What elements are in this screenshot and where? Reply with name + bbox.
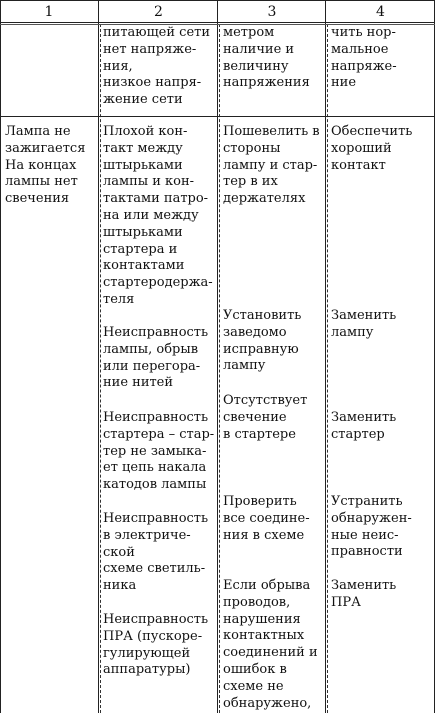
column-divider-1 (98, 0, 99, 713)
column-header-2: 2 (154, 4, 163, 20)
row-divider (0, 116, 435, 117)
remedy-item: Заменить стартер (331, 410, 397, 442)
remedy-item: Заменить лампу (331, 308, 397, 340)
check-item: Установить заведомо исправную лампу (223, 308, 302, 374)
remedy-item: Обеспечить хороший контакт (331, 124, 413, 173)
table-border-left (0, 0, 1, 713)
column-divider-3 (325, 0, 326, 713)
fault-description: Лампа не зажигается На концах лампы нет свечения (5, 124, 86, 207)
column-header-1: 1 (44, 4, 54, 20)
cause-item: Неисправность стартера – стар- тер не замыка- ет цепь накала катодов лампы (103, 410, 215, 493)
remedy-item: Устранить обнаружен- ные неис- правности (331, 494, 412, 560)
check-item: Проверить все соедине- ния в схеме (223, 494, 310, 543)
cause-item: Неисправность в электриче- ской схеме светиль- ника (103, 511, 209, 594)
table-border-top (0, 0, 435, 1)
cause-item: Плохой кон- такт между штырьками лампы и кон- тактами патро- на или между штырьками стартера и контактами стартеродержа- теля (103, 124, 213, 307)
column-divider-2 (217, 0, 218, 713)
check-item: Отсутствует свечение в стартере (223, 393, 308, 442)
column-divider-2-inner (219, 24, 220, 713)
column-header-3: 3 (267, 4, 277, 20)
check-item: Пошевелить в стороны лампу и стар- тер в их держателях (223, 124, 320, 207)
remedy-item: Заменить ПРА (331, 578, 397, 610)
cause-item: Неисправность ПРА (пускоре- гулирующей аппаратуры) (103, 612, 209, 678)
check-item: Если обрыва проводов, нарушения контактных соединений и ошибок в схеме не обнаружено, (223, 578, 318, 711)
continued-remedy-text: чить нор- мальное напряже- ние (331, 25, 397, 91)
column-divider-1-inner (100, 24, 101, 713)
continued-cause-text: питающей сети нет напряже- ния, низкое напря- жение сети (103, 25, 210, 108)
column-divider-3-inner (327, 24, 328, 713)
cause-item: Неисправность лампы, обрыв или перегора- ние нитей (103, 325, 209, 391)
continued-check-text: метром наличие и величину напряжения (223, 25, 310, 91)
column-header-4: 4 (376, 4, 385, 20)
header-divider (0, 22, 435, 23)
